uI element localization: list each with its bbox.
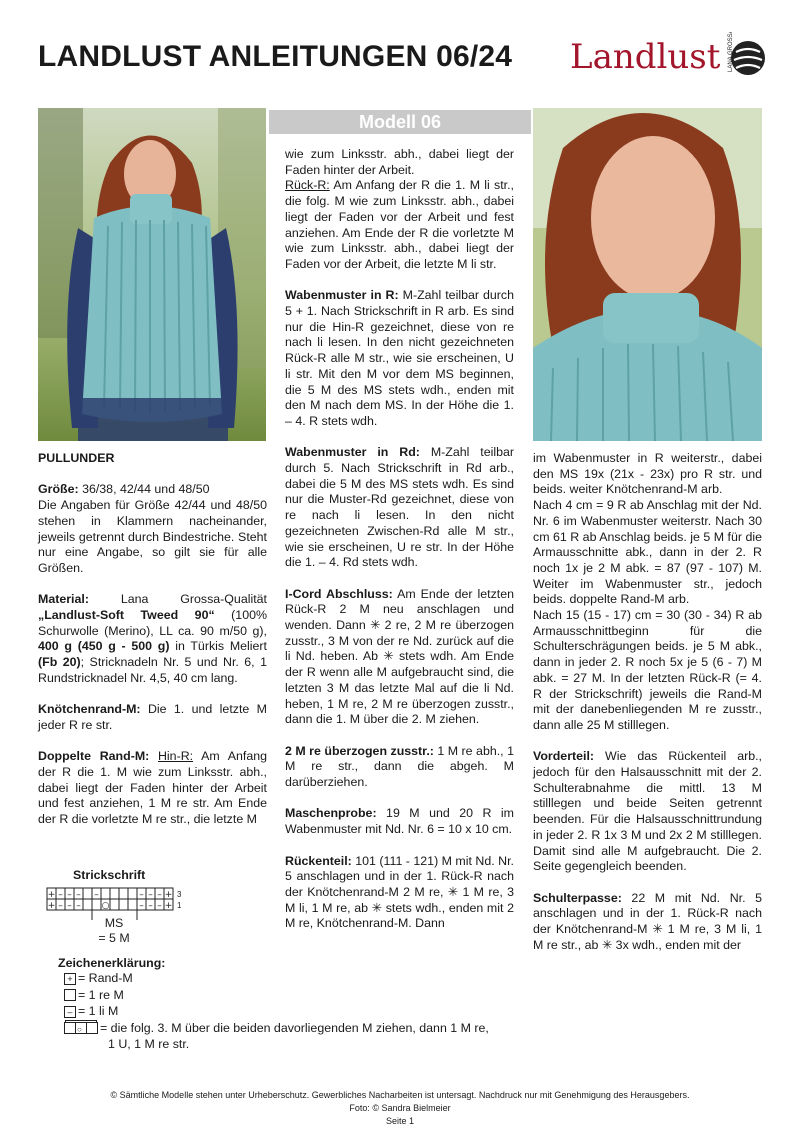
paragraph-waben-r [285,288,514,429]
svg-text:–: – [157,890,162,900]
svg-text:+: + [47,901,56,911]
label-schulter: Schulterpasse: [533,890,622,905]
paragraph-material [38,592,267,686]
text-material-g: ; Stricknadeln Nr. 5 und Nr. 6, 1 Rundstricknadel Nr. 4,5, 40 cm lang. [38,655,267,685]
page-number: Seite 1 [385,1116,415,1126]
ms-count: = 5 M [98,931,130,945]
plus-icon: + [64,973,76,985]
paragraph-groesse [38,482,267,576]
paragraph-schulter [533,891,762,954]
svg-text:+: + [164,901,173,911]
text-vorder: Wie das Rückenteil arb., jedoch für den Halsausschnitt mit der 2. Schulterabnahme die mittl. 13 M stilllegen und beide Seiten getrennt beenden. Für die Halsausschnittrundung in jeder 2. R 1x 3 M und 2x 2 M stilllegen. Damit sind alle M aufgebraucht. Die 2. Seite gegengleich beenden. [533,749,762,874]
svg-text:–: – [58,890,63,900]
svg-text:–: – [76,901,81,911]
logo-wordmark: Landlust [570,37,721,77]
text-continued: wie zum Linksstr. abh., dabei liegt der Faden hinter der Arbeit. [285,147,514,177]
label-rueck-r: Rück-R: [285,178,330,193]
paragraph-doppelt [38,749,267,828]
svg-text:–: – [148,901,153,911]
page-title: LANDLUST ANLEITUNGEN 06/24 [38,40,513,73]
text-col3-p2: Nach 4 cm = 9 R ab Anschlag mit der Nd. Nr. 6 im Wabenmuster weiterstr. Nach 30 cm 61 R ab Anschlag beids. je 5 M für die Armausschnitte abk., dann in der 2. R noch 1x je 2 M abk. = 87 (97 - 107) M. Weiter im Wabenmuster str., jedoch beids. doppelte Rand-M arb. [533,498,762,607]
brand-text: LANA GROSSA [728,32,734,72]
text-rueck-r: Am Anfang der R die 1. M li str., die folg. M wie zum Linksstr. abh., dabei liegt der Faden vor der Arbeit und fest anziehen. Am Ende der R die vorletzte M wie zum Linksstr. abh., dabei liegt der Faden vor der Arbeit, die letzte M li str. [285,178,514,271]
paragraph-col3-a [533,451,762,734]
label-zwei: 2 M re überzogen zusstr.: [285,743,434,758]
svg-text:–: – [157,901,162,911]
section-label: Modell 06 [269,110,531,134]
svg-text:–: – [139,890,144,900]
legend-text-continued: 1 U, 1 M re str. [108,1037,190,1051]
strickschrift-chart [46,886,196,946]
photo-portrait [533,108,762,441]
empty-box-icon [64,989,76,1001]
svg-text:–: – [148,890,153,900]
photo-credit: Foto: © Sandra Bielmeier [349,1103,451,1113]
legend-item-ueberzug [64,1020,518,1037]
text-material-f: (Fb 20) [38,655,81,670]
label-waben-rd: Wabenmuster in Rd: [285,445,420,460]
label-vorder: Vorderteil: [533,749,595,764]
text-waben-r: M-Zahl teilbar durch 5 + 1. Nach Strickschrift in R arb. Es sind nur die Hin-R gezeichnet, diese von re nach li lesen. In den nicht gezeichneten Rück-R alle M str., wie sie erscheinen, U li str. Mit den M vor dem MS beginnen, die 5 M des MS stets wdh., enden mit den M nach dem MS. In der Höhe die 1. – 4. R stets wdh. [285,288,514,428]
text-groesse-more: Die Angaben für Größe 42/44 und 48/50 stehen in Klammern nacheinander, jeweils getrennt durch Bindestriche. Steht nur eine Angabe, so gilt sie für alle Größen. [38,498,267,575]
text-doppelt: Am Anfang der R die 1. M wie zum Linksstr. abh., dabei liegt der Faden hinter der Arbeit und fest anziehen, 1 M re str. Am Ende der R die vorletzte M re str., die letzte M [38,749,267,827]
legend-text: = 1 re M [78,987,124,1002]
label-doppelt: Doppelte Rand-M: [38,749,150,764]
text-material-b: „Landlust-Soft Tweed 90“ [38,608,215,622]
svg-text:–: – [76,890,81,900]
footer [0,1089,800,1128]
text-waben-rd: M-Zahl teilbar durch 5. Nach Strickschrift in Rd arb., dabei die 5 M des MS stets wdh. Es sind nur die Muster-Rd gezeichnet, diese von re nach li lesen. In den nicht gezeichneten Zwischen-Rd alle M str., wie sie erscheinen, U re str. In der Höhe die 1. – 4. Rd stets wdh. [285,445,515,570]
column-3 [533,451,762,969]
svg-text:–: – [58,901,63,911]
svg-text:–: – [67,890,72,900]
paragraph-zwei [285,744,514,791]
photo-full-body [38,108,266,441]
label-material: Material: [38,592,89,607]
text-material-d: 400 g (450 g - 500 g) [38,639,170,654]
label-probe: Maschenprobe: [285,806,377,821]
text-zwei: 1 M re abh., 1 M re str., dann die abgeh. M darüberziehen. [285,743,514,790]
section-heading: PULLUNDER [38,451,115,465]
legend-item-rand [64,970,518,987]
text-col3-p3: Nach 15 (15 - 17) cm = 30 (30 - 34) R ab Armausschnittbeginn für die Schulterschrägungen beids. je 5 M abk., dann in jeder 2. R noch 5x je 5 (6 - 7) M abk. = 27 M. In der letzten Rück-R (= 4. R der Strickschrift) jeweils die Rand-M mit der danebenliegenden M re zusstr., dann alle 25 M stilllegen. [533,608,762,732]
label-knoetchen: Knötchenrand-M: [38,702,141,717]
legend-item-re [64,987,518,1004]
row-label-1: 1 [177,901,182,910]
text-knoetchen: Die 1. und letzte M jeder R re str. [38,702,267,732]
svg-text:+: + [47,890,56,900]
column-2 [285,147,514,948]
paragraph-ruecken [285,854,514,933]
column-1 [38,451,267,844]
minus-icon: – [64,1006,76,1018]
svg-text:+: + [164,890,173,900]
text-schulter: 22 M mit Nd. Nr. 5 anschlagen und in der 1. Rück-R nach der Knötchenrand-M ✳ 1 M re, 3 M li, 1 M re str., ab ✳ 3x wdh., enden mit der [533,890,762,952]
strickschrift-title: Strickschrift [73,868,146,882]
legend-item-li [64,1003,518,1020]
label-groesse: Größe: [38,482,79,497]
legend [58,956,518,1053]
landlust-logo [570,32,770,82]
ms-label: MS [104,916,124,930]
label-waben-r: Wabenmuster in R: [285,288,399,303]
paragraph-waben-rd [285,445,514,571]
text-ruecken: 101 (111 - 121) M mit Nd. Nr. 5 anschlagen und in der 1. Rück-R nach der Knötchenrand-M 2 M re, ✳ 1 M re, 3 M li, 1 M re, ab ✳ stets wdh., enden mit 2 M re, Knötchenrand-M. Dann [285,853,514,931]
label-hin-r: Hin-R: [157,749,194,764]
label-icord: I-Cord Abschluss: [285,586,393,601]
row-label-3: 3 [177,890,182,899]
text-material-c: (100% Schurwolle (Merino), LL ca. 90 m/50 g), [38,608,267,638]
svg-text:–: – [67,901,72,911]
text-groesse: 36/38, 42/44 und 48/50 [78,482,210,497]
legend-title: Zeichenerklärung: [58,956,166,970]
text-col3-p1: im Wabenmuster in R weiterstr., dabei den MS 19x (21x - 23x) pro R str. und beids. weiter Knötchenrand-M arb. [533,451,762,497]
copyright-text: © Sämtliche Modelle stehen unter Urheberschutz. Gewerbliches Nacharbeiten ist untersagt. Nachdruck nur mit Genehmigung des Herausgebers. [110,1090,690,1100]
paragraph-vorder [533,749,762,875]
legend-text: = 1 li M [78,1004,119,1018]
svg-text:–: – [139,901,144,911]
paragraph-icord [285,587,514,728]
label-ruecken: Rückenteil: [285,853,352,868]
stitch-symbol-icon: ○ [64,1022,98,1034]
text-material-e: in Türkis Meliert [169,639,267,654]
svg-text:○: ○ [101,901,110,911]
legend-text: = Rand-M [78,971,133,985]
text-probe: 19 M und 20 R im Wabenmuster mit Nd. Nr. 6 = 10 x 10 cm. [285,806,514,837]
legend-text: = die folg. 3. M über die beiden davorliegenden M ziehen, dann 1 M re, [100,1020,489,1035]
paragraph-probe [285,806,514,837]
paragraph-knoetchen [38,702,267,733]
text-icord: Am Ende der letzten Rück-R 2 M neu anschlagen und wenden. Dann ✳ 2 re, 2 M re überzogen zusstr., 3 M von der re Nd. zurück auf die li Nd. heben. Ab ✳ stets wdh. Am Ende der R wenn alle M aufgebraucht sind, die letzten 3 M das letzte Mal auf die li Nd. heben, 1 M re, 2 M re überzogen zusstr., dann die 1. M über die 2. M ziehen. [285,586,514,727]
paragraph-continued [285,147,514,273]
text-material-a: Lana Grossa-Qualität [88,592,267,607]
svg-text:–: – [94,890,99,900]
